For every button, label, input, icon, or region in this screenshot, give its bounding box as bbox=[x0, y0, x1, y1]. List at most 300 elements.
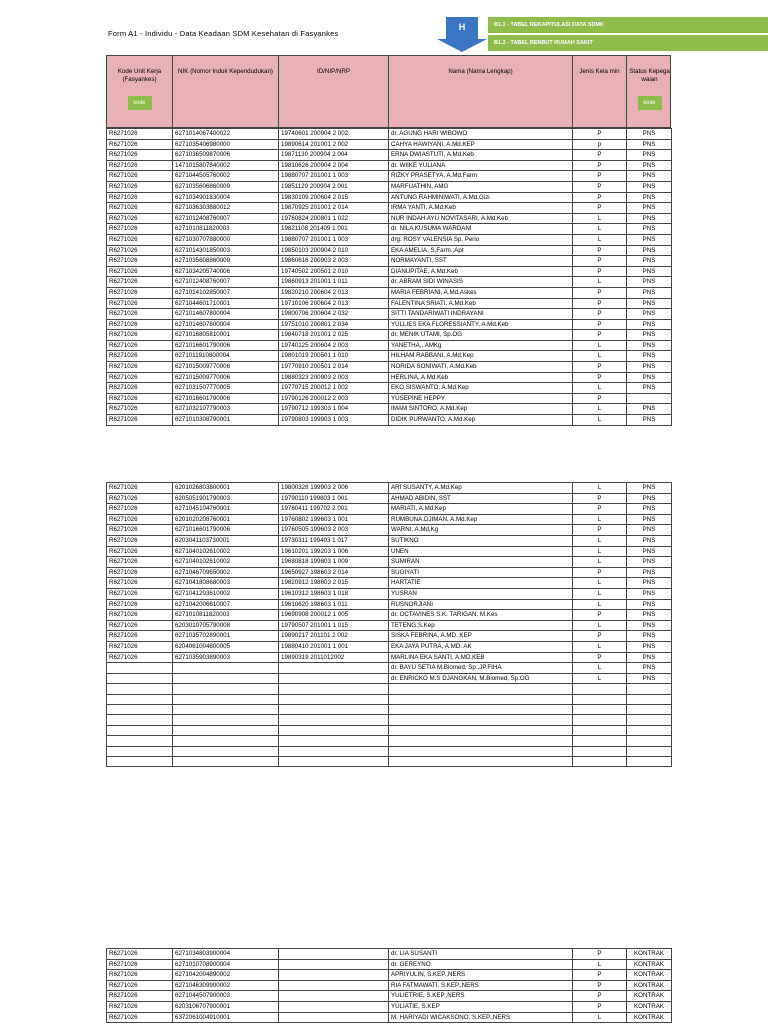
nip-cell[interactable]: 19760505 199603 2 003 bbox=[279, 525, 389, 536]
nama-cell[interactable]: dr. GEREYNO bbox=[389, 959, 573, 970]
nik-cell[interactable]: 6205051901790003 bbox=[173, 493, 279, 504]
jenis-kelamin-cell[interactable]: L bbox=[573, 383, 627, 394]
kode-unit-cell[interactable]: R6271026 bbox=[107, 588, 173, 599]
jenis-kelamin-cell[interactable]: L bbox=[573, 620, 627, 631]
jenis-kelamin-cell[interactable]: L bbox=[573, 959, 627, 970]
nip-cell[interactable]: 19821108 201409 1 001 bbox=[279, 224, 389, 235]
kode-unit-cell[interactable]: R6271026 bbox=[107, 171, 173, 182]
nama-cell[interactable]: ERNA DWIASTUTI, A.Md.Keb bbox=[389, 150, 573, 161]
nip-cell[interactable]: 19851129 200904 2 001 bbox=[279, 181, 389, 192]
status-cell[interactable]: PNS bbox=[627, 351, 672, 362]
kode-unit-cell[interactable] bbox=[107, 757, 173, 767]
jenis-kelamin-cell[interactable]: L bbox=[573, 557, 627, 568]
nip-cell[interactable]: 19620912 198603 2 015 bbox=[279, 578, 389, 589]
nip-cell[interactable]: 19760802 199603 1 001 bbox=[279, 514, 389, 525]
kode-unit-cell[interactable]: R6271026 bbox=[107, 949, 173, 960]
nip-cell[interactable]: 19830109 200604 2 015 bbox=[279, 192, 389, 203]
nik-cell[interactable] bbox=[173, 673, 279, 684]
nik-cell[interactable] bbox=[173, 757, 279, 767]
kode-unit-cell[interactable]: R6271026 bbox=[107, 277, 173, 288]
status-cell[interactable] bbox=[627, 684, 672, 694]
nip-cell[interactable]: 19680818 199803 1 009 bbox=[279, 557, 389, 568]
nik-cell[interactable]: 6271015009770006 bbox=[173, 372, 279, 383]
nik-cell[interactable]: 6271016601790006 bbox=[173, 340, 279, 351]
rekapitulasi-sdmk-button[interactable]: B1.1 - TABEL REKAPITULASI DATA SDMK bbox=[488, 17, 768, 33]
nip-cell[interactable]: 19870925 201001 2 014 bbox=[279, 203, 389, 214]
nip-cell[interactable]: 19730311 199403 1 017 bbox=[279, 535, 389, 546]
nik-cell[interactable]: 6271032107790003 bbox=[173, 404, 279, 415]
nip-cell[interactable]: 19770910 200501 2 014 bbox=[279, 362, 389, 373]
jenis-kelamin-cell[interactable]: L bbox=[573, 1012, 627, 1023]
status-cell[interactable]: PNS bbox=[627, 599, 672, 610]
nama-cell[interactable]: DIDIK PURWANTO, A.Md.Kep bbox=[389, 415, 573, 426]
nama-cell[interactable]: dr. MENIK UTAMI, Sp.OG bbox=[389, 330, 573, 341]
nama-cell[interactable] bbox=[389, 725, 573, 735]
kode-unit-cell[interactable]: R6271026 bbox=[107, 330, 173, 341]
status-cell[interactable]: PNS bbox=[627, 287, 672, 298]
nama-cell[interactable]: RUMBUNA.DJIMAN, A.Md.Kep bbox=[389, 514, 573, 525]
nik-cell[interactable]: 6271044507900003 bbox=[173, 991, 279, 1002]
status-cell[interactable] bbox=[627, 746, 672, 756]
nama-cell[interactable]: SUTIKNO bbox=[389, 535, 573, 546]
nama-cell[interactable]: dr. WIIKE YULIANA bbox=[389, 160, 573, 171]
kode-unit-button[interactable]: kode bbox=[128, 96, 152, 110]
kode-unit-cell[interactable]: R6271026 bbox=[107, 203, 173, 214]
kode-unit-cell[interactable]: R6271026 bbox=[107, 631, 173, 642]
nama-cell[interactable]: RIA FATMAWATI, S.KEP.,NERS bbox=[389, 980, 573, 991]
nik-cell[interactable] bbox=[173, 725, 279, 735]
jenis-kelamin-cell[interactable]: L bbox=[573, 415, 627, 426]
nik-cell[interactable] bbox=[173, 715, 279, 725]
kode-unit-cell[interactable]: R6271026 bbox=[107, 234, 173, 245]
nip-cell[interactable]: 19790507 201001 1 015 bbox=[279, 620, 389, 631]
kode-status-button[interactable]: kode bbox=[638, 96, 662, 110]
kode-unit-cell[interactable] bbox=[107, 684, 173, 694]
nama-cell[interactable]: M. HARIYADI WICAKSONO, S.KEP.,NERS bbox=[389, 1012, 573, 1023]
kode-unit-cell[interactable]: R6271026 bbox=[107, 415, 173, 426]
nama-cell[interactable]: UNEN bbox=[389, 546, 573, 557]
nama-cell[interactable]: SUMIRAN bbox=[389, 557, 573, 568]
kode-unit-cell[interactable]: R6271026 bbox=[107, 1012, 173, 1023]
nama-cell[interactable]: NUR INDAH AYU NOVITASARI, A.Md.Keb bbox=[389, 213, 573, 224]
kode-unit-cell[interactable]: R6271026 bbox=[107, 256, 173, 267]
jenis-kelamin-cell[interactable]: L bbox=[573, 224, 627, 235]
kode-unit-cell[interactable]: R6271026 bbox=[107, 620, 173, 631]
nik-cell[interactable]: 6271014607800004 bbox=[173, 309, 279, 320]
status-cell[interactable]: PNS bbox=[627, 535, 672, 546]
nama-cell[interactable]: RIZKY PRASETYA, A.Md.Farm bbox=[389, 171, 573, 182]
status-cell[interactable]: PNS bbox=[627, 277, 672, 288]
kode-unit-cell[interactable]: R6271026 bbox=[107, 641, 173, 652]
nip-cell[interactable]: 19650927 198603 2 014 bbox=[279, 567, 389, 578]
nik-cell[interactable]: 6271014102850007 bbox=[173, 287, 279, 298]
jenis-kelamin-cell[interactable]: P bbox=[573, 309, 627, 320]
status-cell[interactable]: PNS bbox=[627, 483, 672, 494]
nip-cell[interactable]: 19751010 200801 2 034 bbox=[279, 319, 389, 330]
status-cell[interactable]: PNS bbox=[627, 525, 672, 536]
nama-cell[interactable]: MARIA FEBRIANI, A.Md.Askes bbox=[389, 287, 573, 298]
nip-cell[interactable]: 19790110 199803 1 001 bbox=[279, 493, 389, 504]
status-cell[interactable] bbox=[627, 757, 672, 767]
kode-unit-cell[interactable]: R6271026 bbox=[107, 319, 173, 330]
nip-cell[interactable]: 19820210 200604 2 013 bbox=[279, 287, 389, 298]
kode-unit-cell[interactable]: R6271026 bbox=[107, 959, 173, 970]
jenis-kelamin-cell[interactable]: L bbox=[573, 483, 627, 494]
nama-cell[interactable]: CAHYA HAWIYANI, A.Md.KEP bbox=[389, 139, 573, 150]
nama-cell[interactable]: dr. BAYU SETIA M.Biomed, Sp.,JP.FIHA bbox=[389, 663, 573, 674]
kode-unit-cell[interactable]: R6271026 bbox=[107, 483, 173, 494]
nama-cell[interactable]: NORIDA SONIWATI, A.Md.Keb bbox=[389, 362, 573, 373]
jenis-kelamin-cell[interactable]: P bbox=[573, 129, 627, 140]
jenis-kelamin-cell[interactable]: P bbox=[573, 160, 627, 171]
kode-unit-cell[interactable]: R6271026 bbox=[107, 362, 173, 373]
status-cell[interactable]: PNS bbox=[627, 160, 672, 171]
nama-cell[interactable]: dr. LIA SUSANTI bbox=[389, 949, 573, 960]
status-cell[interactable]: PNS bbox=[627, 340, 672, 351]
nip-cell[interactable] bbox=[279, 673, 389, 684]
status-cell[interactable]: PNS bbox=[627, 319, 672, 330]
jenis-kelamin-cell[interactable]: P bbox=[573, 372, 627, 383]
nik-cell[interactable]: 6204061004800005 bbox=[173, 641, 279, 652]
nik-cell[interactable]: 6203010705790008 bbox=[173, 620, 279, 631]
jenis-kelamin-cell[interactable] bbox=[573, 746, 627, 756]
jenis-kelamin-cell[interactable]: P bbox=[573, 171, 627, 182]
nip-cell[interactable] bbox=[279, 980, 389, 991]
nama-cell[interactable]: IMAM SINTORO, A.Md.Kep bbox=[389, 404, 573, 415]
kode-unit-cell[interactable]: R6271026 bbox=[107, 181, 173, 192]
jenis-kelamin-cell[interactable]: P bbox=[573, 330, 627, 341]
status-cell[interactable]: PNS bbox=[627, 415, 672, 426]
nik-cell[interactable]: 6271010708900004 bbox=[173, 959, 279, 970]
status-cell[interactable]: PNS bbox=[627, 181, 672, 192]
status-cell[interactable]: PNS bbox=[627, 362, 672, 373]
jenis-kelamin-cell[interactable]: L bbox=[573, 277, 627, 288]
kode-unit-cell[interactable]: R6271026 bbox=[107, 514, 173, 525]
status-cell[interactable]: PNS bbox=[627, 546, 672, 557]
nik-cell[interactable]: 6271011910800004 bbox=[173, 351, 279, 362]
nip-cell[interactable] bbox=[279, 715, 389, 725]
kode-unit-cell[interactable]: R6271026 bbox=[107, 557, 173, 568]
kode-unit-cell[interactable]: R6271026 bbox=[107, 525, 173, 536]
nama-cell[interactable]: DIANUPITAE, A.Md.Keb bbox=[389, 266, 573, 277]
jenis-kelamin-cell[interactable]: P bbox=[573, 298, 627, 309]
kode-unit-cell[interactable]: R6271026 bbox=[107, 578, 173, 589]
kode-unit-cell[interactable]: R6271026 bbox=[107, 129, 173, 140]
jenis-kelamin-cell[interactable]: P bbox=[573, 203, 627, 214]
jenis-kelamin-cell[interactable]: P bbox=[573, 652, 627, 663]
kode-unit-cell[interactable]: R6271026 bbox=[107, 599, 173, 610]
nama-cell[interactable]: NORMAYANTI, SST bbox=[389, 256, 573, 267]
status-cell[interactable]: PNS bbox=[627, 588, 672, 599]
status-cell[interactable]: PNS bbox=[627, 578, 672, 589]
nama-cell[interactable] bbox=[389, 705, 573, 715]
nama-cell[interactable]: dr. ENRICKO M.S DJANGKAN, M.Biomed, Sp.OG bbox=[389, 673, 573, 684]
jenis-kelamin-cell[interactable]: L bbox=[573, 514, 627, 525]
nik-cell[interactable]: 6271035606860009 bbox=[173, 181, 279, 192]
nip-cell[interactable]: 19760824 200801 1 022 bbox=[279, 213, 389, 224]
nik-cell[interactable] bbox=[173, 694, 279, 704]
nip-cell[interactable]: 19740125 200604 2 003 bbox=[279, 340, 389, 351]
kode-unit-cell[interactable]: R6271026 bbox=[107, 546, 173, 557]
nama-cell[interactable] bbox=[389, 746, 573, 756]
kode-unit-cell[interactable]: R6271026 bbox=[107, 567, 173, 578]
nip-cell[interactable] bbox=[279, 1001, 389, 1012]
status-cell[interactable]: PNS bbox=[627, 213, 672, 224]
jenis-kelamin-cell[interactable]: P bbox=[573, 245, 627, 256]
nip-cell[interactable] bbox=[279, 705, 389, 715]
kode-unit-cell[interactable]: R6271026 bbox=[107, 351, 173, 362]
nip-cell[interactable]: 19880707 201001 1 003 bbox=[279, 234, 389, 245]
nama-cell[interactable]: YULLIES EKA FLORESSIANTY, A.Md.Keb bbox=[389, 319, 573, 330]
jenis-kelamin-cell[interactable]: P bbox=[573, 991, 627, 1002]
status-cell[interactable]: PNS bbox=[627, 620, 672, 631]
status-cell[interactable] bbox=[627, 705, 672, 715]
nama-cell[interactable]: dr. OCTAVINES S.K. TARIGAN, M.Kes bbox=[389, 610, 573, 621]
kode-unit-cell[interactable] bbox=[107, 736, 173, 746]
status-cell[interactable]: KONTRAK bbox=[627, 1001, 672, 1012]
nama-cell[interactable]: AHMAD ABIDIN, SST bbox=[389, 493, 573, 504]
jenis-kelamin-cell[interactable]: L bbox=[573, 351, 627, 362]
kode-unit-cell[interactable] bbox=[107, 715, 173, 725]
nik-cell[interactable]: 6271045104760001 bbox=[173, 504, 279, 515]
nip-cell[interactable]: 19740601 200904 2 002 bbox=[279, 129, 389, 140]
nik-cell[interactable]: 6271014607800004 bbox=[173, 319, 279, 330]
status-cell[interactable]: PNS bbox=[627, 256, 672, 267]
nama-cell[interactable]: ARI SUSANTY, A.Md.Kep bbox=[389, 483, 573, 494]
status-cell[interactable]: PNS bbox=[627, 129, 672, 140]
status-cell[interactable]: PNS bbox=[627, 139, 672, 150]
status-cell[interactable]: KONTRAK bbox=[627, 1012, 672, 1023]
status-cell[interactable]: KONTRAK bbox=[627, 959, 672, 970]
jenis-kelamin-cell[interactable]: L bbox=[573, 641, 627, 652]
jenis-kelamin-cell[interactable]: p bbox=[573, 139, 627, 150]
status-cell[interactable] bbox=[627, 694, 672, 704]
status-cell[interactable]: PNS bbox=[627, 557, 672, 568]
nama-cell[interactable]: YUSEPINE HEPPY bbox=[389, 393, 573, 404]
nama-cell[interactable] bbox=[389, 715, 573, 725]
kode-unit-cell[interactable]: R6271026 bbox=[107, 372, 173, 383]
nip-cell[interactable]: 19880410 201001 1 001 bbox=[279, 641, 389, 652]
nip-cell[interactable]: 19860913 201001 1 011 bbox=[279, 277, 389, 288]
nik-cell[interactable]: 6271030707880000 bbox=[173, 234, 279, 245]
nip-cell[interactable] bbox=[279, 736, 389, 746]
jenis-kelamin-cell[interactable]: L bbox=[573, 535, 627, 546]
nama-cell[interactable] bbox=[389, 736, 573, 746]
nama-cell[interactable] bbox=[389, 684, 573, 694]
kode-unit-cell[interactable]: R6271026 bbox=[107, 504, 173, 515]
nama-cell[interactable]: RUSNORJIANI bbox=[389, 599, 573, 610]
jenis-kelamin-cell[interactable]: P bbox=[573, 362, 627, 373]
nama-cell[interactable]: HARTATIE bbox=[389, 578, 573, 589]
jenis-kelamin-cell[interactable]: L bbox=[573, 588, 627, 599]
status-cell[interactable]: PNS bbox=[627, 663, 672, 674]
nip-cell[interactable] bbox=[279, 694, 389, 704]
nip-cell[interactable]: 19810626 200904 2 004 bbox=[279, 160, 389, 171]
nip-cell[interactable]: 19770715 200012 1 002 bbox=[279, 383, 389, 394]
nip-cell[interactable]: 19860616 200903 2 003 bbox=[279, 256, 389, 267]
nip-cell[interactable] bbox=[279, 725, 389, 735]
nik-cell[interactable]: 6271041808680003 bbox=[173, 578, 279, 589]
status-cell[interactable]: PNS bbox=[627, 298, 672, 309]
nip-cell[interactable] bbox=[279, 949, 389, 960]
nik-cell[interactable]: 6271035702890001 bbox=[173, 631, 279, 642]
nama-cell[interactable]: EKA JAYA PUTRA, A.MD. AK bbox=[389, 641, 573, 652]
nama-cell[interactable]: YULIETRIE, S.KEP.,NERS bbox=[389, 991, 573, 1002]
nik-cell[interactable]: 6203106707900001 bbox=[173, 1001, 279, 1012]
kode-unit-cell[interactable] bbox=[107, 746, 173, 756]
status-cell[interactable]: PNS bbox=[627, 245, 672, 256]
nama-cell[interactable]: ANTUNG RAHMINIWATI, A.Md.Gizi bbox=[389, 192, 573, 203]
kode-unit-cell[interactable]: R6271026 bbox=[107, 535, 173, 546]
nik-cell[interactable]: 6271035608860009 bbox=[173, 256, 279, 267]
kode-unit-cell[interactable]: R6271026 bbox=[107, 383, 173, 394]
nik-cell[interactable]: 6271034205740006 bbox=[173, 266, 279, 277]
status-cell[interactable]: PNS bbox=[627, 330, 672, 341]
status-cell[interactable]: PNS bbox=[627, 631, 672, 642]
nip-cell[interactable] bbox=[279, 959, 389, 970]
nik-cell[interactable]: 6271040102610002 bbox=[173, 557, 279, 568]
nama-cell[interactable] bbox=[389, 694, 573, 704]
nik-cell[interactable]: 6271031507770005 bbox=[173, 383, 279, 394]
status-cell[interactable]: PNS bbox=[627, 234, 672, 245]
nip-cell[interactable]: 19871130 200904 2 004 bbox=[279, 150, 389, 161]
nik-cell[interactable]: 6271016601790006 bbox=[173, 525, 279, 536]
status-cell[interactable]: KONTRAK bbox=[627, 980, 672, 991]
nama-cell[interactable]: EKO SISWANTO, A.Md.Kep bbox=[389, 383, 573, 394]
nama-cell[interactable]: YULIATIE, S.KEP bbox=[389, 1001, 573, 1012]
nip-cell[interactable]: 19850103 200904 2 010 bbox=[279, 245, 389, 256]
jenis-kelamin-cell[interactable]: P bbox=[573, 393, 627, 404]
kode-unit-cell[interactable]: R6271026 bbox=[107, 970, 173, 981]
status-cell[interactable]: PNS bbox=[627, 652, 672, 663]
jenis-kelamin-cell[interactable]: P bbox=[573, 287, 627, 298]
jenis-kelamin-cell[interactable]: P bbox=[573, 319, 627, 330]
status-cell[interactable] bbox=[627, 725, 672, 735]
kode-unit-cell[interactable]: R6271026 bbox=[107, 652, 173, 663]
nik-cell[interactable]: 6271042004890002 bbox=[173, 970, 279, 981]
jenis-kelamin-cell[interactable]: P bbox=[573, 1001, 627, 1012]
kode-unit-cell[interactable]: R6271026 bbox=[107, 150, 173, 161]
kode-unit-cell[interactable]: R6271026 bbox=[107, 139, 173, 150]
nip-cell[interactable]: 19840718 201001 2 025 bbox=[279, 330, 389, 341]
nip-cell[interactable]: 19790712 199303 1 004 bbox=[279, 404, 389, 415]
jenis-kelamin-cell[interactable]: L bbox=[573, 213, 627, 224]
jenis-kelamin-cell[interactable]: P bbox=[573, 567, 627, 578]
jenis-kelamin-cell[interactable]: P bbox=[573, 192, 627, 203]
kode-unit-cell[interactable]: R6271026 bbox=[107, 393, 173, 404]
nik-cell[interactable]: 6201026803800001 bbox=[173, 483, 279, 494]
status-cell[interactable]: PNS bbox=[627, 493, 672, 504]
nik-cell[interactable]: 6271046709650002 bbox=[173, 567, 279, 578]
jenis-kelamin-cell[interactable]: L bbox=[573, 599, 627, 610]
jenis-kelamin-cell[interactable]: P bbox=[573, 266, 627, 277]
nama-cell[interactable]: dr. ABRAM SIDI WINASIS bbox=[389, 277, 573, 288]
nama-cell[interactable]: YUSRAN bbox=[389, 588, 573, 599]
jenis-kelamin-cell[interactable]: L bbox=[573, 340, 627, 351]
nip-cell[interactable] bbox=[279, 757, 389, 767]
nik-cell[interactable] bbox=[173, 736, 279, 746]
jenis-kelamin-cell[interactable]: L bbox=[573, 578, 627, 589]
status-cell[interactable] bbox=[627, 736, 672, 746]
nik-cell[interactable]: 6271041203610002 bbox=[173, 588, 279, 599]
nik-cell[interactable]: 6271015009770006 bbox=[173, 362, 279, 373]
jenis-kelamin-cell[interactable] bbox=[573, 705, 627, 715]
nip-cell[interactable]: 19710106 200604 2 013 bbox=[279, 298, 389, 309]
kode-unit-cell[interactable]: R6271026 bbox=[107, 404, 173, 415]
nik-cell[interactable]: 6271014301850003 bbox=[173, 245, 279, 256]
status-cell[interactable]: PNS bbox=[627, 514, 672, 525]
nik-cell[interactable]: 6271034803900004 bbox=[173, 949, 279, 960]
nik-cell[interactable]: 6271010308790001 bbox=[173, 415, 279, 426]
jenis-kelamin-cell[interactable] bbox=[573, 684, 627, 694]
nama-cell[interactable]: dr. NILA KUSUMA WARDANI bbox=[389, 224, 573, 235]
nip-cell[interactable]: 19610312 198603 1 018 bbox=[279, 588, 389, 599]
kode-unit-cell[interactable]: R6271026 bbox=[107, 245, 173, 256]
kode-unit-cell[interactable] bbox=[107, 705, 173, 715]
nip-cell[interactable]: 19800706 200604 2 032 bbox=[279, 309, 389, 320]
kode-unit-cell[interactable]: R6271026 bbox=[107, 298, 173, 309]
status-cell[interactable]: PNS bbox=[627, 150, 672, 161]
jenis-kelamin-cell[interactable]: P bbox=[573, 631, 627, 642]
kode-unit-cell[interactable] bbox=[107, 673, 173, 684]
status-cell[interactable]: PNS bbox=[627, 372, 672, 383]
nik-cell[interactable]: 6271034901830004 bbox=[173, 192, 279, 203]
nip-cell[interactable]: 19740502 200501 2 010 bbox=[279, 266, 389, 277]
kode-unit-cell[interactable] bbox=[107, 694, 173, 704]
nik-cell[interactable]: 6271040102610002 bbox=[173, 546, 279, 557]
status-cell[interactable]: PNS bbox=[627, 404, 672, 415]
nama-cell[interactable] bbox=[389, 757, 573, 767]
nik-cell[interactable] bbox=[173, 663, 279, 674]
nik-cell[interactable]: 6201020208760001 bbox=[173, 514, 279, 525]
nip-cell[interactable]: 19790803 199903 1 003 bbox=[279, 415, 389, 426]
jenis-kelamin-cell[interactable] bbox=[573, 694, 627, 704]
nik-cell[interactable]: 6271042006610007 bbox=[173, 599, 279, 610]
jenis-kelamin-cell[interactable]: L bbox=[573, 546, 627, 557]
nip-cell[interactable]: 19890319 2011012002 bbox=[279, 652, 389, 663]
nik-cell[interactable] bbox=[173, 746, 279, 756]
nama-cell[interactable]: EKA AMELIA, S,Farm.,Apt bbox=[389, 245, 573, 256]
nik-cell[interactable]: 6271016601790006 bbox=[173, 393, 279, 404]
kode-unit-cell[interactable]: R6271026 bbox=[107, 160, 173, 171]
kode-unit-cell[interactable]: R6271026 bbox=[107, 340, 173, 351]
nik-cell[interactable]: 6203041103730001 bbox=[173, 535, 279, 546]
kode-unit-cell[interactable]: R6271026 bbox=[107, 493, 173, 504]
status-cell[interactable]: KONTRAK bbox=[627, 970, 672, 981]
nip-cell[interactable] bbox=[279, 991, 389, 1002]
status-cell[interactable]: PNS bbox=[627, 383, 672, 394]
jenis-kelamin-cell[interactable]: P bbox=[573, 970, 627, 981]
jenis-kelamin-cell[interactable] bbox=[573, 725, 627, 735]
nik-cell[interactable]: 6271036509870006 bbox=[173, 150, 279, 161]
jenis-kelamin-cell[interactable]: P bbox=[573, 150, 627, 161]
jenis-kelamin-cell[interactable]: P bbox=[573, 181, 627, 192]
jenis-kelamin-cell[interactable]: P bbox=[573, 256, 627, 267]
nama-cell[interactable]: MARFUATHIN, AMG bbox=[389, 181, 573, 192]
kode-unit-cell[interactable]: R6271026 bbox=[107, 287, 173, 298]
nik-cell[interactable]: 6271014067400022 bbox=[173, 129, 279, 140]
nip-cell[interactable] bbox=[279, 684, 389, 694]
jenis-kelamin-cell[interactable]: L bbox=[573, 234, 627, 245]
nik-cell[interactable]: 6271012408760007 bbox=[173, 277, 279, 288]
nama-cell[interactable]: HERLINA, A.Md.Keb bbox=[389, 372, 573, 383]
nama-cell[interactable]: SISKA FEBRINA, A.MD. KEP bbox=[389, 631, 573, 642]
nik-cell[interactable] bbox=[173, 684, 279, 694]
jenis-kelamin-cell[interactable]: L bbox=[573, 673, 627, 684]
jenis-kelamin-cell[interactable]: P bbox=[573, 525, 627, 536]
nip-cell[interactable] bbox=[279, 970, 389, 981]
status-cell[interactable]: PNS bbox=[627, 309, 672, 320]
